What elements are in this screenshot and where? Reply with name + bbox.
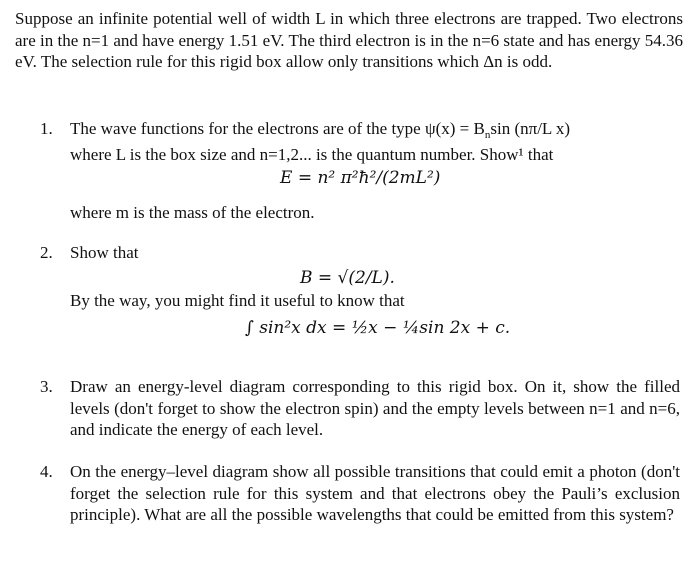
question-number: 3. [40, 377, 53, 396]
intro-paragraph: Suppose an infinite potential well of width L in which three electrons are trapped. Two electrons are in the n=1 and have energy 1.51 eV. The third electron is in the n=6 state and has energy 54.36 eV. The selection rule for this rigid box allow only transitions which Δn is odd. [15, 9, 683, 71]
q3-text: Draw an energy-level diagram corresponding to this rigid box. On it, show the filled levels (don't forget to show the electron spin) and the empty levels between n=1 and n=6, and indicate the energy of each level. [70, 377, 680, 439]
q1-box-size-text: where L is the box size and n=1,2... is the quantum number. Show¹ that [70, 145, 554, 164]
q4-text: On the energy–level diagram show all possible transitions that could emit a photon (don't forget the selection rule for this system and that electrons obey the Pauli’s exclusion principle). What are all the possible wavelengths that could be emitted from this system? [70, 462, 680, 524]
integral-identity: ∫ sin²x dx = ½x − ¼sin 2x + c. [245, 318, 511, 338]
question-2 [40, 242, 680, 352]
q1-sine-term: sin (nπ/L x) [490, 119, 571, 138]
energy-equation: E = n² π²ħ²/(2mL²) [280, 168, 441, 188]
q1-mass-text: where m is the mass of the electron. [70, 203, 315, 222]
q2-show-that: Show that [70, 243, 139, 262]
question-1 [40, 118, 680, 226]
question-4 [40, 461, 680, 551]
question-number: 2. [40, 243, 53, 262]
q2-hint-text: By the way, you might find it useful to know that [70, 291, 405, 310]
q1-wave-function-text: The wave functions for the electrons are of the type ψ(x) = B [70, 119, 485, 138]
q1-subscript: n [484, 129, 491, 141]
question-1-line-1 [70, 118, 680, 147]
question-number: 1. [40, 119, 53, 138]
question-3 [40, 376, 680, 442]
question-number: 4. [40, 462, 53, 481]
normalization-equation: B = √(2/L). [300, 268, 395, 288]
